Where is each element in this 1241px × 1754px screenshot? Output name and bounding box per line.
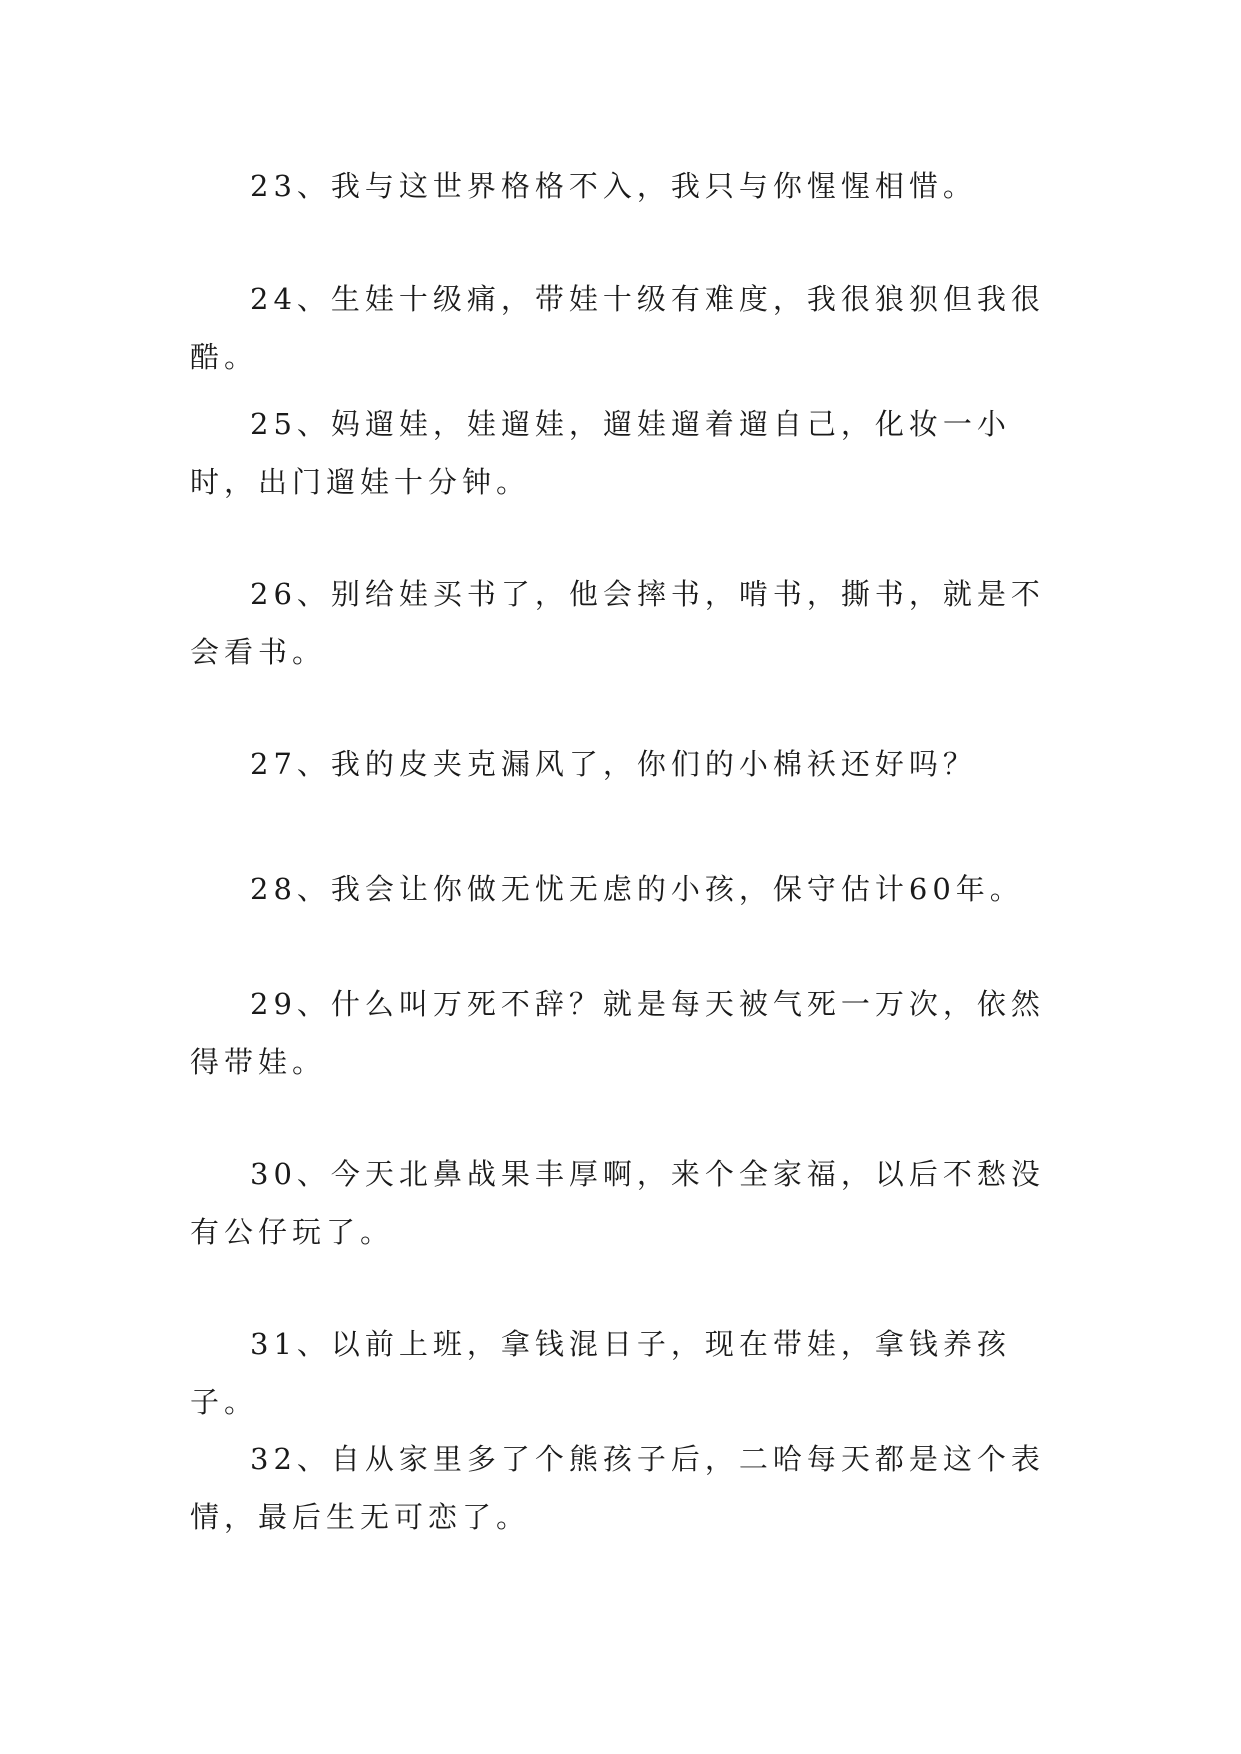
paragraph-23: 23、我与这世界格格不入，我只与你惺惺相惜。 bbox=[250, 169, 977, 203]
paragraph-31: 31、以前上班，拿钱混日子，现在带娃，拿钱养孩子。 bbox=[190, 1327, 1011, 1419]
paragraph-32: 32、自从家里多了个熊孩子后，二哈每天都是这个表情，最后生无可恋了。 bbox=[190, 1442, 1045, 1534]
paragraph-25: 25、妈遛娃，娃遛娃，遛娃遛着遛自己，化妆一小时，出门遛娃十分钟。 bbox=[190, 407, 1011, 499]
paragraph-24: 24、生娃十级痛，带娃十级有难度，我很狼狈但我很酷。 bbox=[190, 282, 1045, 374]
paragraph-26: 26、别给娃买书了，他会摔书，啃书，撕书，就是不会看书。 bbox=[190, 577, 1045, 669]
paragraph-27: 27、我的皮夹克漏风了，你们的小棉袄还好吗？ bbox=[250, 747, 977, 781]
paragraph-28: 28、我会让你做无忧无虑的小孩，保守估计60年。 bbox=[250, 872, 1024, 906]
paragraph-29: 29、什么叫万死不辞？就是每天被气死一万次，依然得带娃。 bbox=[190, 987, 1045, 1079]
paragraph-30: 30、今天北鼻战果丰厚啊，来个全家福，以后不愁没有公仔玩了。 bbox=[190, 1157, 1045, 1249]
